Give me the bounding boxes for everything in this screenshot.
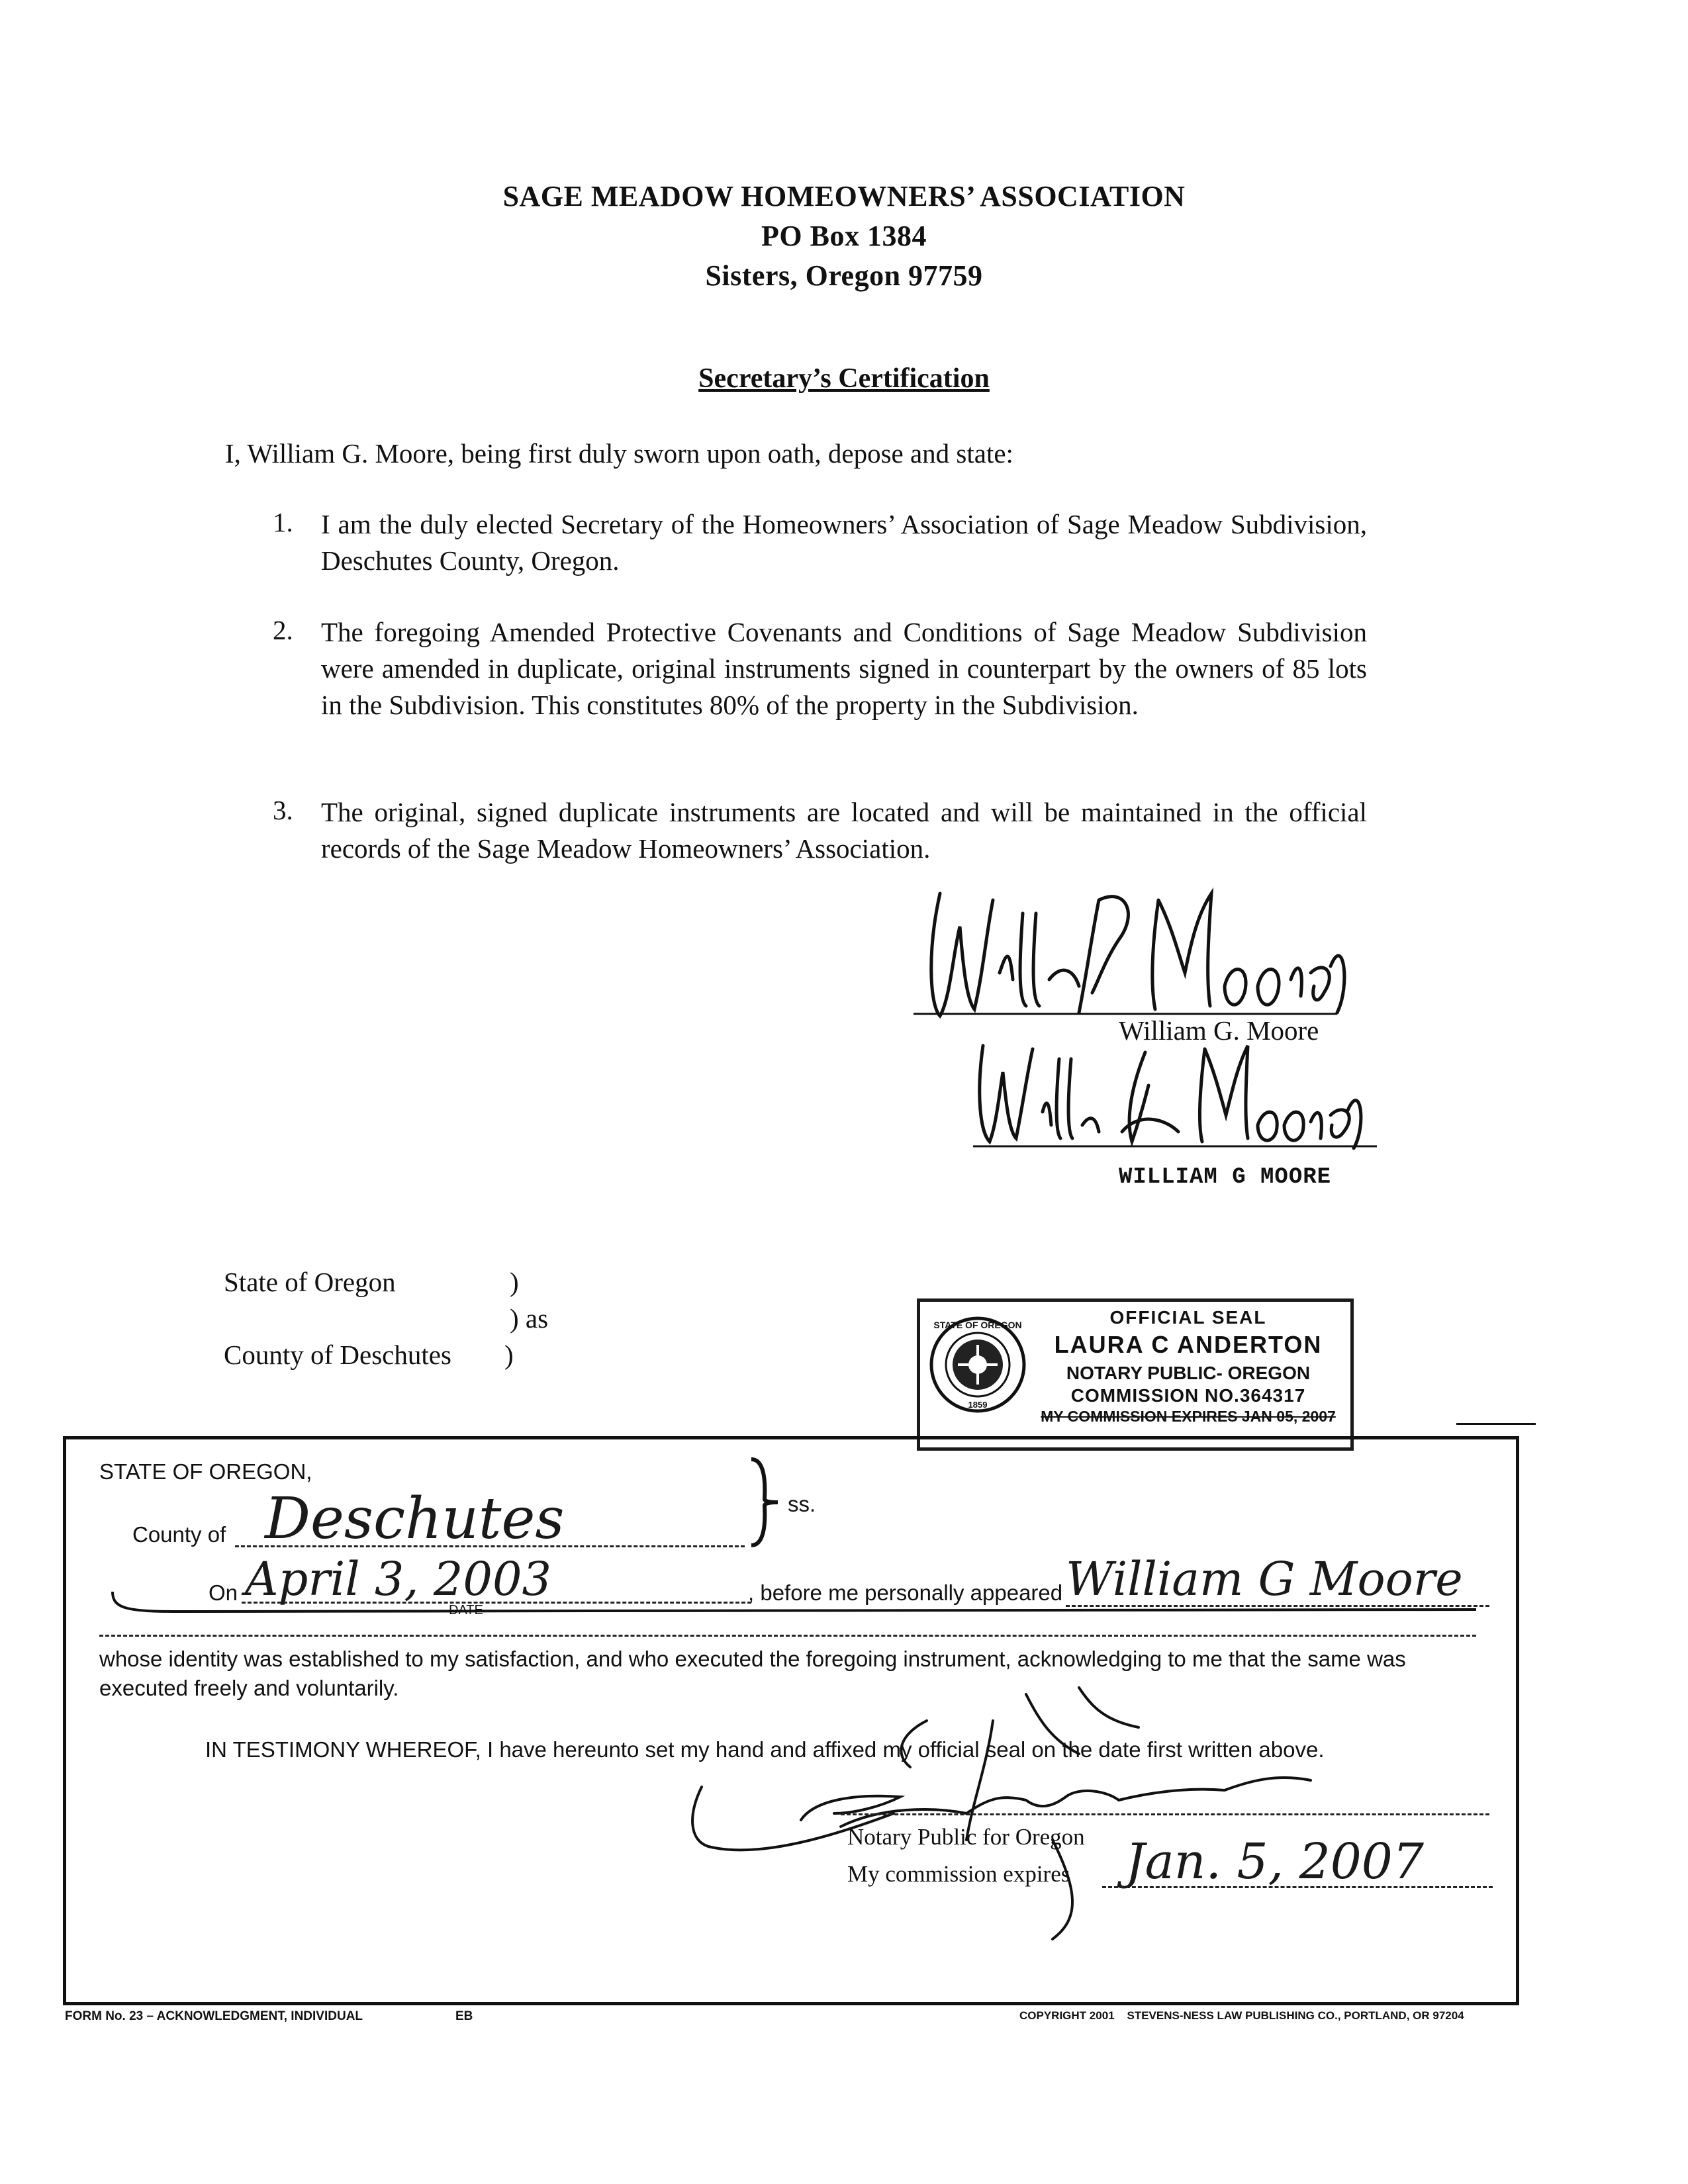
venue-as: ) as [510, 1303, 549, 1334]
seal-commission-expires: MY COMMISSION EXPIRES JAN 05, 2007 [1041, 1408, 1336, 1425]
notary-signature-line [841, 1813, 1489, 1815]
brace-symbol [745, 1456, 784, 1549]
intro-statement: I, William G. Moore, being first duly sworn upon oath, depose and state: [225, 438, 1013, 469]
copyright: COPYRIGHT 2001 STEVENS-NESS LAW PUBLISHING CO., PORTLAND, OR 97204 [1019, 2009, 1464, 2022]
typed-name: WILLIAM G MOORE [1119, 1165, 1332, 1190]
ack-date-value: April 3, 2003 [245, 1552, 552, 1606]
ack-appeared-label: , before me personally appeared [748, 1580, 1063, 1605]
ack-appeared-value: William G Moore [1066, 1552, 1463, 1606]
printed-name: William G. Moore [1119, 1015, 1319, 1046]
venue-county: County of Deschutes [224, 1340, 451, 1370]
form-label: FORM No. 23 – ACKNOWLEDGMENT, INDIVIDUAL [65, 2009, 363, 2023]
seal-notary-state: NOTARY PUBLIC- OREGON [1066, 1363, 1311, 1383]
item-number: 3. [273, 795, 293, 825]
form-top-edge-mark [1456, 1423, 1536, 1425]
item-number: 1. [273, 507, 293, 537]
expires-value: Jan. 5, 2007 [1125, 1833, 1424, 1890]
po-box: PO Box 1384 [761, 220, 927, 252]
signature-william-moore-2 [966, 1032, 1390, 1152]
seal-emblem-year: 1859 [968, 1400, 988, 1410]
venue-paren: ) [510, 1267, 519, 1297]
signature-william-moore-1 [900, 874, 1364, 1026]
venue-state: State of Oregon [224, 1267, 396, 1297]
ack-date-caption: DATE [449, 1603, 483, 1617]
ack-ss: ss. [788, 1492, 816, 1516]
signature-notary [682, 1681, 1476, 1959]
seal-emblem-text: STATE OF OREGON [933, 1320, 1022, 1330]
expires-label: My commission expires [847, 1861, 1070, 1887]
seal-title: OFFICIAL SEAL [1109, 1307, 1267, 1328]
ack-county-value: Deschutes [265, 1486, 565, 1552]
blank-line [99, 1635, 1476, 1637]
ack-identity-text: whose identity was established to my satisfaction, and who executed the foregoing instrument, acknowledging to me that the same was executed freely and voluntarily. [99, 1647, 1406, 1700]
handwritten-stroke [99, 1582, 1489, 1635]
item-text: I am the duly elected Secretary of the Homeowners’ Association of Sage Meadow Subdivision, Deschutes County, Oregon. [321, 509, 1367, 576]
city-state-zip: Sisters, Oregon 97759 [705, 259, 983, 292]
seal-commission-number: COMMISSION NO.364317 [1070, 1385, 1306, 1406]
ack-county-label: County of [132, 1522, 226, 1547]
ack-state-label: STATE OF OREGON, [99, 1459, 312, 1484]
document-title: Secretary’s Certification [698, 363, 990, 394]
official-seal-stamp [917, 1298, 1354, 1451]
state-seal-emblem [928, 1315, 1027, 1414]
ack-testimony-text: IN TESTIMONY WHEREOF, I have hereunto set my hand and affixed my official seal on the date first written above. [205, 1737, 1325, 1762]
ack-on-label: On [209, 1580, 238, 1605]
seal-notary-name: LAURA C ANDERTON [1054, 1331, 1323, 1358]
venue-paren: ) [504, 1340, 514, 1370]
item-number: 2. [273, 615, 293, 645]
org-name: SAGE MEADOW HOMEOWNERS’ ASSOCIATION [502, 180, 1186, 212]
item-text: The foregoing Amended Protective Covenants and Conditions of Sage Meadow Subdivision were amended in duplicate, original instruments signed in counterpart by the owners of 85 lots in the Subdivision. This constitutes 80% of the property in the Subdivision. [321, 617, 1367, 720]
notary-label: Notary Public for Oregon [847, 1824, 1085, 1850]
item-text: The original, signed duplicate instruments are located and will be maintained in the official records of the Sage Meadow Homeowners’ Association. [321, 797, 1367, 864]
expires-line [1102, 1886, 1493, 1888]
form-code: EB [455, 2009, 473, 2023]
